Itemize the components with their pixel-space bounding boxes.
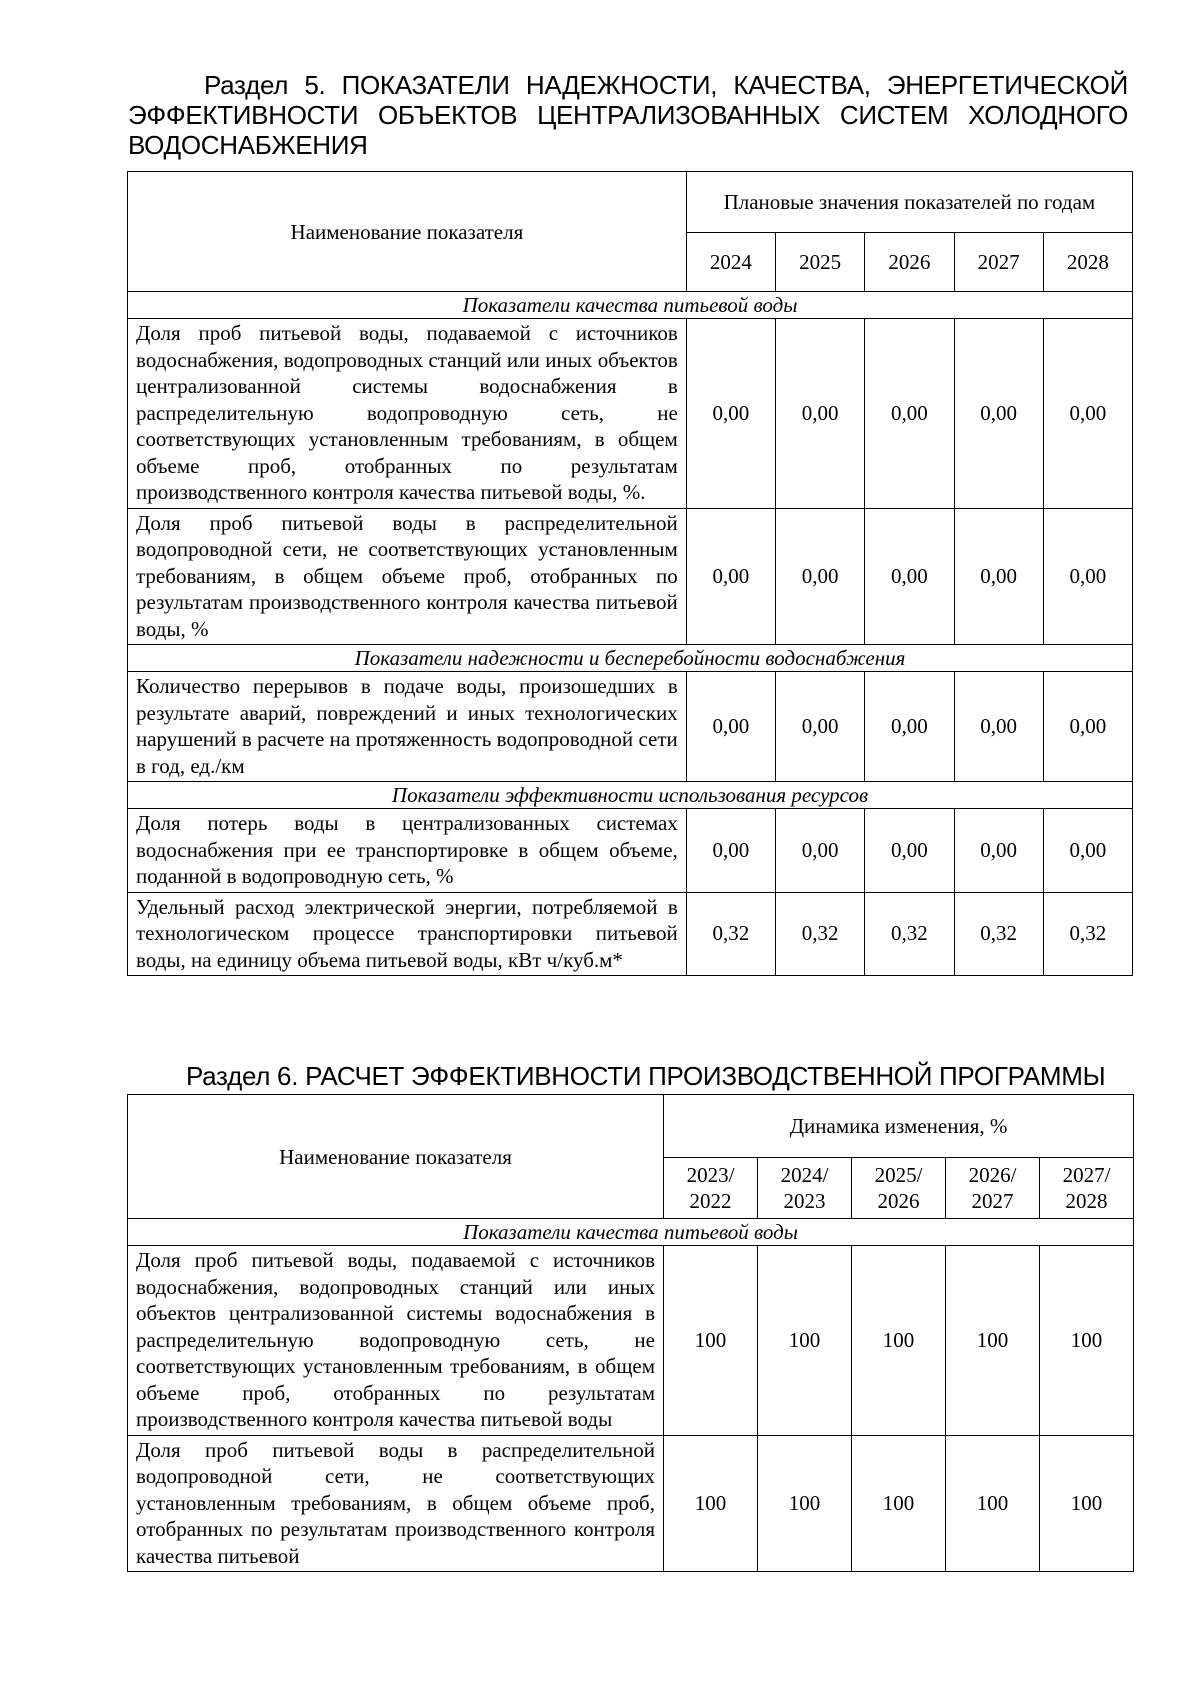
section-row [128, 1219, 1134, 1246]
indicator-value: 0,00 [776, 672, 865, 782]
section-row [128, 292, 1133, 319]
indicator-name: Доля проб питьевой воды, подаваемой с источников водоснабжения, водопроводных станций или иных объектов централизованной системы водоснабжения в распределительную водопроводную сеть, не соответствующих установленным требованиям, в общем объеме проб, отобранных по результатам производственного контроля качества питьевой воды, %. [128, 319, 687, 509]
period-header: 2027/ 2028 [1040, 1158, 1134, 1219]
indicator-name: Доля проб питьевой воды в распределительной водопроводной сети, не соответствующих установленным требованиям, в общем объеме проб, отобранных по результатам производственного контроля качества питьевой воды, % [128, 508, 687, 645]
period-header: 2025/ 2026 [852, 1158, 946, 1219]
indicator-value: 0,32 [954, 892, 1043, 976]
indicator-value: 0,00 [776, 319, 865, 509]
table-row [128, 1435, 1134, 1572]
column-header-group: Плановые значения показателей по годам [686, 172, 1132, 233]
indicator-value: 0,00 [686, 672, 775, 782]
indicator-value: 100 [758, 1435, 852, 1572]
indicator-name: Доля проб питьевой воды, подаваемой с источников водоснабжения, водопроводных станций или иных объектов централизованной системы водоснабжения в распределительную водопроводную сеть, не соответствующих установленным требованиям, в общем объеме проб, отобранных по результатам производственного контроля качества питьевой воды [128, 1246, 664, 1436]
year-header: 2025 [776, 233, 865, 292]
indicator-value: 100 [1040, 1435, 1134, 1572]
indicator-value: 0,32 [1043, 892, 1132, 976]
indicator-value: 0,00 [686, 319, 775, 509]
table-row [128, 809, 1133, 893]
indicator-value: 0,00 [865, 319, 954, 509]
indicator-value: 0,00 [865, 672, 954, 782]
indicator-value: 0,00 [1043, 508, 1132, 645]
indicator-value: 0,32 [686, 892, 775, 976]
indicator-value: 100 [664, 1435, 758, 1572]
indicator-value: 0,00 [954, 508, 1043, 645]
section-label: Показатели качества питьевой воды [128, 1219, 1134, 1246]
indicator-value: 0,00 [776, 508, 865, 645]
indicator-value: 0,00 [954, 319, 1043, 509]
table-row [128, 1246, 1134, 1436]
table-row [128, 892, 1133, 976]
indicator-value: 0,00 [954, 809, 1043, 893]
indicator-value: 0,00 [1043, 319, 1132, 509]
year-header: 2028 [1043, 233, 1132, 292]
section-label: Показатели эффективности использования ресурсов [128, 782, 1133, 809]
header-row [128, 1095, 1134, 1158]
period-header: 2026/ 2027 [946, 1158, 1040, 1219]
indicator-value: 0,00 [954, 672, 1043, 782]
indicator-value: 0,00 [776, 809, 865, 893]
table-row [128, 672, 1133, 782]
section5-table [127, 171, 1133, 976]
indicator-value: 100 [758, 1246, 852, 1436]
column-header-name: Наименование показателя [128, 172, 687, 292]
section6-title: Раздел 6. РАСЧЕТ ЭФФЕКТИВНОСТИ ПРОИЗВОДСТВЕННОЙ ПРОГРАММЫ [186, 1061, 1106, 1091]
section-row [128, 645, 1133, 672]
indicator-value: 0,00 [865, 809, 954, 893]
indicator-value: 100 [946, 1246, 1040, 1436]
year-header: 2024 [686, 233, 775, 292]
indicator-value: 0,00 [865, 508, 954, 645]
indicator-value: 100 [946, 1435, 1040, 1572]
table-row [128, 508, 1133, 645]
indicator-value: 100 [1040, 1246, 1134, 1436]
indicator-value: 100 [852, 1246, 946, 1436]
indicator-value: 100 [852, 1435, 946, 1572]
indicator-value: 0,00 [686, 809, 775, 893]
indicator-value: 100 [664, 1246, 758, 1436]
indicator-value: 0,00 [686, 508, 775, 645]
section5-title: Раздел 5. ПОКАЗАТЕЛИ НАДЕЖНОСТИ, КАЧЕСТВА, ЭНЕРГЕТИЧЕСКОЙ ЭФФЕКТИВНОСТИ ОБЪЕКТОВ ЦЕНТРАЛИЗОВАННЫХ СИСТЕМ ХОЛОДНОГО ВОДОСНАБЖЕНИЯ [128, 70, 1128, 160]
header-row [128, 172, 1133, 233]
section6-table [127, 1094, 1134, 1572]
indicator-name: Доля потерь воды в централизованных системах водоснабжения при ее транспортировке в общем объеме, поданной в водопроводную сеть, % [128, 809, 687, 893]
section-label: Показатели надежности и бесперебойности водоснабжения [128, 645, 1133, 672]
indicator-value: 0,32 [865, 892, 954, 976]
column-header-name: Наименование показателя [128, 1095, 664, 1219]
period-header: 2024/ 2023 [758, 1158, 852, 1219]
section-label: Показатели качества питьевой воды [128, 292, 1133, 319]
indicator-value: 0,00 [1043, 672, 1132, 782]
table-row [128, 319, 1133, 509]
year-header: 2026 [865, 233, 954, 292]
indicator-name: Удельный расход электрической энергии, потребляемой в технологическом процессе транспортировки питьевой воды, на единицу объема питьевой воды, кВт ч/куб.м* [128, 892, 687, 976]
year-header: 2027 [954, 233, 1043, 292]
indicator-name: Доля проб питьевой воды в распределительной водопроводной сети, не соответствующих установленным требованиям, в общем объеме проб, отобранных по результатам производственного контроля качества питьевой [128, 1435, 664, 1572]
section-row [128, 782, 1133, 809]
period-header: 2023/ 2022 [664, 1158, 758, 1219]
indicator-name: Количество перерывов в подаче воды, произошедших в результате аварий, повреждений и иных технологических нарушений в расчете на протяженность водопроводной сети в год, ед./км [128, 672, 687, 782]
column-header-group: Динамика изменения, % [664, 1095, 1134, 1158]
indicator-value: 0,32 [776, 892, 865, 976]
indicator-value: 0,00 [1043, 809, 1132, 893]
